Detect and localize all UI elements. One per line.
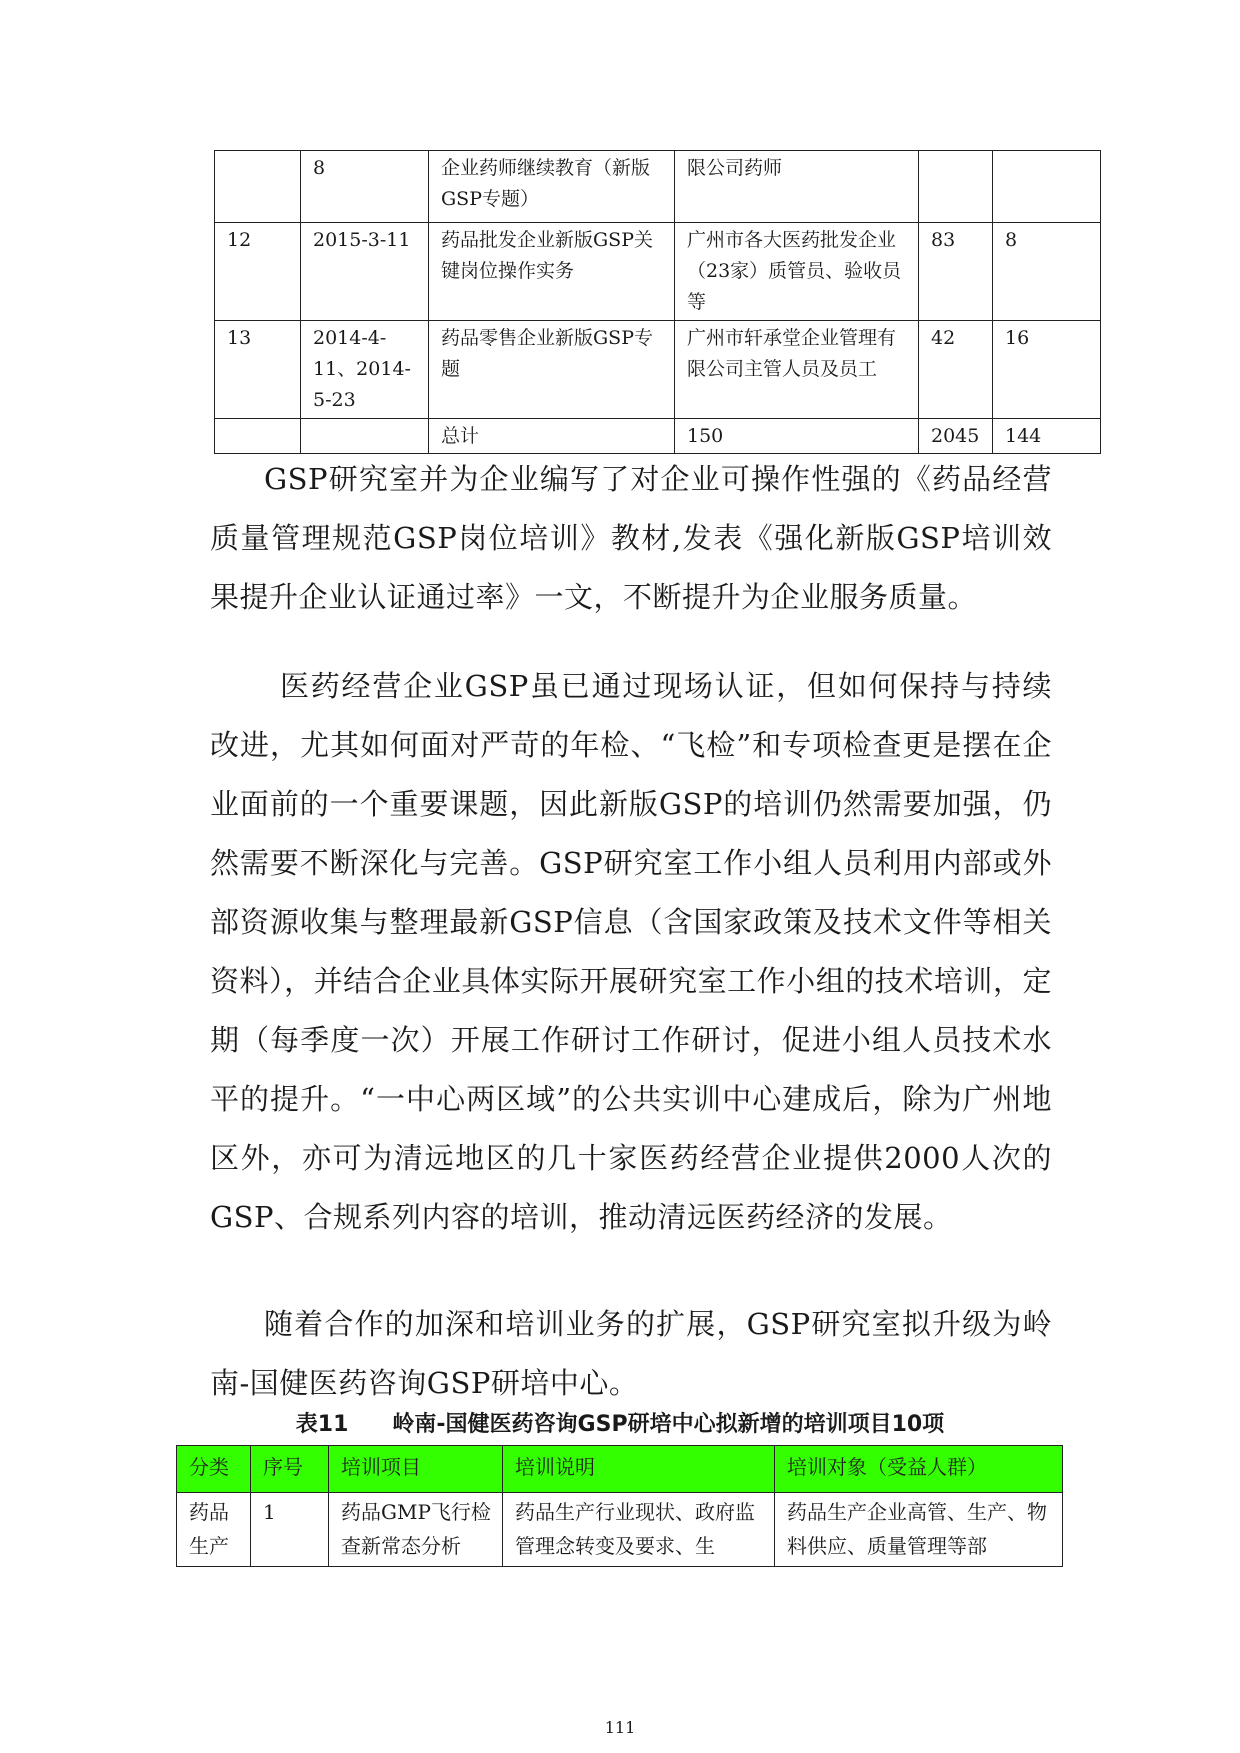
new-training-projects-table — [176, 1445, 1063, 1567]
table-cell: 药品生产 — [177, 1493, 251, 1567]
column-header: 培训对象（受益人群） — [775, 1446, 1063, 1493]
table-cell: 药品生产行业现状、政府监管理念转变及要求、生 — [503, 1493, 775, 1567]
table-row — [215, 321, 1101, 419]
body-paragraph: 随着合作的加深和培训业务的扩展，GSP研究室拟升级为岭南-国健医药咨询GSP研培中心。 — [210, 1307, 1052, 1400]
table-cell: 药品GMP飞行检查新常态分析 — [329, 1493, 503, 1567]
table-caption: 表11 岭南-国健医药咨询GSP研培中心拟新增的培训项目10项 — [295, 1412, 945, 1437]
column-header: 分类 — [177, 1446, 251, 1493]
table-cell: 2014-4-11、2014-5-23 — [301, 321, 429, 419]
table-cell: 1 — [251, 1493, 329, 1567]
table-cell: 12 — [215, 223, 301, 321]
column-header: 培训说明 — [503, 1446, 775, 1493]
table-cell: 13 — [215, 321, 301, 419]
table-cell — [215, 151, 301, 223]
table-row — [177, 1493, 1063, 1567]
body-paragraph: GSP研究室并为企业编写了对企业可操作性强的《药品经营质量管理规范GSP岗位培训》教材,发表《强化新版GSP培训效果提升企业认证通过率》一文，不断提升为企业服务质量。 — [210, 462, 1052, 614]
table-cell: 42 — [919, 321, 993, 419]
table-cell: 2015-3-11 — [301, 223, 429, 321]
table-cell: 150 — [675, 419, 919, 454]
table-row — [215, 223, 1101, 321]
training-summary-table — [214, 150, 1101, 454]
table-cell: 限公司药师 — [675, 151, 919, 223]
body-paragraph: 医药经营企业GSP虽已通过现场认证，但如何保持与持续改进，尤其如何面对严苛的年检、“飞检”和专项检查更是摆在企业面前的一个重要课题，因此新版GSP的培训仍然需要加强，仍然需要不断深化与完善。GSP研究室工作小组人员利用内部或外部资源收集与整理最新GSP信息（含国家政策及技术文件等相关资料），并结合企业具体实际开展研究室工作小组的技术培训，定期（每季度一次）开展工作研讨工作研讨，促进小组人员技术水平的提升。“一中心两区域”的公共实训中心建成后，除为广州地区外，亦可为清远地区的几十家医药经营企业提供2000人次的GSP、合规系列内容的培训，推动清远医药经济的发展。 — [210, 669, 1052, 1234]
table-cell: 药品零售企业新版GSP专题 — [429, 321, 675, 419]
table-row — [215, 151, 1101, 223]
column-header: 序号 — [251, 1446, 329, 1493]
table-cell — [993, 151, 1101, 223]
table-cell: 2045 — [919, 419, 993, 454]
table-total-row — [215, 419, 1101, 454]
table-cell: 企业药师继续教育（新版GSP专题） — [429, 151, 675, 223]
table-header-row — [177, 1446, 1063, 1493]
table-cell: 8 — [301, 151, 429, 223]
table-cell — [301, 419, 429, 454]
table-cell — [919, 151, 993, 223]
page-number: 111 — [604, 1718, 636, 1737]
table-cell — [215, 419, 301, 454]
table-cell: 144 — [993, 419, 1101, 454]
table-cell: 广州市轩承堂企业管理有限公司主管人员及员工 — [675, 321, 919, 419]
table-cell: 8 — [993, 223, 1101, 321]
table-cell: 总计 — [429, 419, 675, 454]
column-header: 培训项目 — [329, 1446, 503, 1493]
table-cell: 药品生产企业高管、生产、物料供应、质量管理等部 — [775, 1493, 1063, 1567]
table-cell: 广州市各大医药批发企业（23家）质管员、验收员等 — [675, 223, 919, 321]
table-cell: 16 — [993, 321, 1101, 419]
table-cell: 药品批发企业新版GSP关键岗位操作实务 — [429, 223, 675, 321]
table-cell: 83 — [919, 223, 993, 321]
